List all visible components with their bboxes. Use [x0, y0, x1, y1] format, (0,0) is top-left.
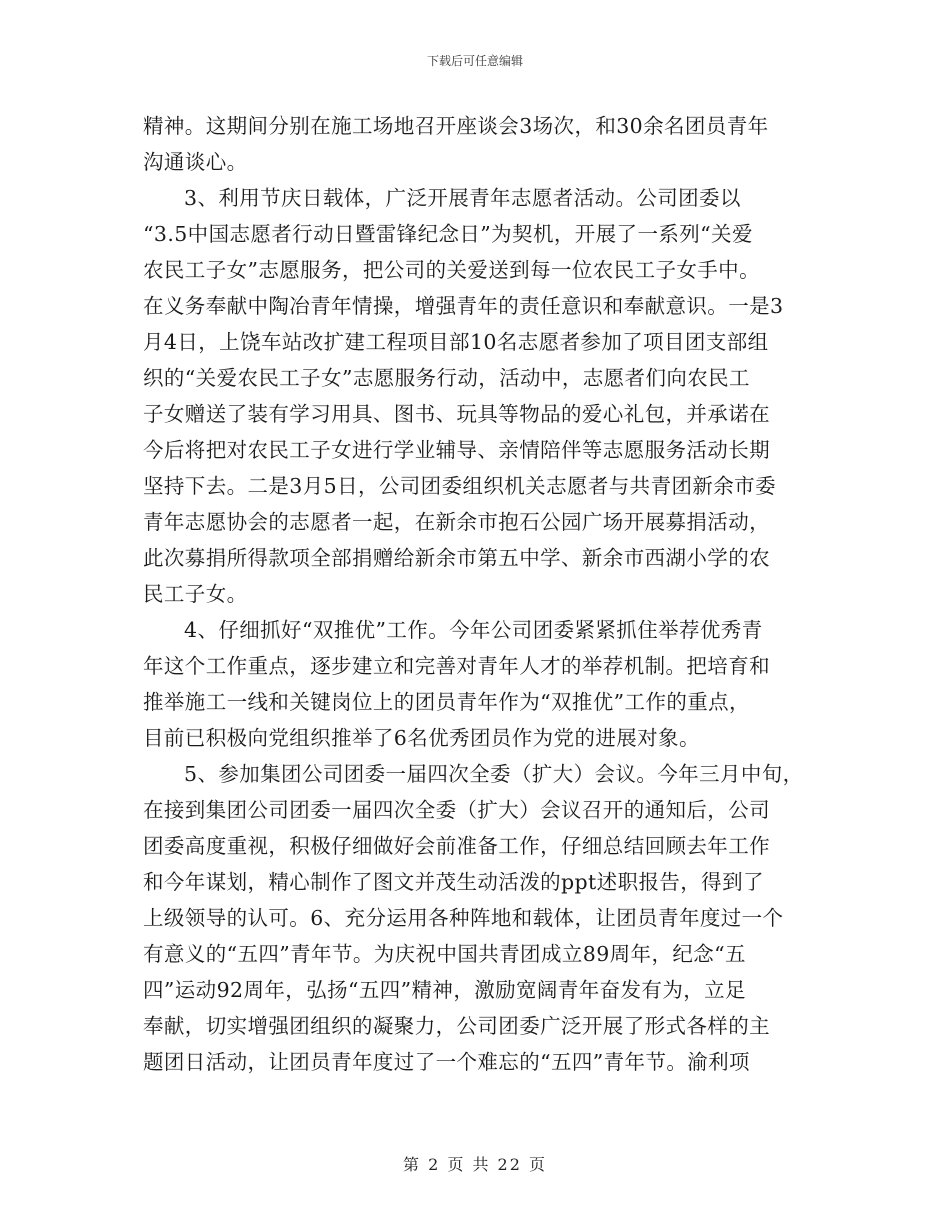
text-line: 和今年谋划，精心制作了图文并茂生动活泼的ppt述职报告，得到了: [143, 870, 764, 894]
text-line: 年这个工作重点，逐步建立和完善对青年人才的举荐机制。把培育和: [143, 654, 770, 678]
text-line: 织的“关爱农民工子女”志愿服务行动，活动中，志愿者们向农民工: [143, 366, 750, 390]
text-line: 精神。这期间分别在施工场地召开座谈会3场次，和30余名团员青年: [143, 114, 769, 138]
text-line: 今后将把对农民工子女进行学业辅导、亲情陪伴等志愿服务活动长期: [143, 438, 770, 462]
text-line: 推举施工一线和关键岗位上的团员青年作为“双推优”工作的重点，: [143, 690, 750, 714]
text-line: 子女赠送了装有学习用具、图书、玩具等物品的爱心礼包，并承诺在: [143, 402, 770, 426]
text-line: 四”运动92周年，弘扬“五四”精神，激励宽阔青年奋发有为，立足: [143, 978, 746, 1002]
text-line: 有意义的“五四”青年节。为庆祝中国共青团成立89周年，纪念“五: [143, 942, 746, 966]
page-header: 下载后可任意编辑: [426, 54, 523, 68]
text-line: “3.5中国志愿者行动日暨雷锋纪念日”为契机，开展了一系列“关爱: [143, 222, 753, 246]
text-line: 此次募捐所得款项全部捐赠给新余市第五中学、新余市西湖小学的农: [143, 546, 770, 570]
paragraph-start-line: 3、利用节庆日载体，广泛开展青年志愿者活动。公司团委以: [184, 186, 741, 210]
text-line: 在接到集团公司团委一届四次全委（扩大）会议召开的通知后，公司: [143, 798, 770, 822]
text-line: 沟通谈心。: [143, 150, 248, 174]
text-line: 奉献，切实增强团组织的凝聚力，公司团委广泛开展了形式各样的主: [143, 1014, 770, 1038]
text-line: 上级领导的认可。6、充分运用各种阵地和载体，让团员青年度过一个: [143, 906, 784, 930]
text-line: 月4日，上饶车站改扩建工程项目部10名志愿者参加了项目团支部组: [143, 330, 769, 354]
text-line: 题团日活动，让团员青年度过了一个难忘的“五四”青年节。渝利项: [143, 1050, 750, 1074]
document-body: [143, 108, 823, 1080]
paragraph-start-line: 4、仔细抓好“双推优”工作。今年公司团委紧紧抓住举荐优秀青: [184, 618, 763, 642]
text-line: 青年志愿协会的志愿者一起，在新余市抱石公园广场开展募捐活动，: [143, 510, 770, 534]
text-line: 团委高度重视，积极仔细做好会前准备工作，仔细总结回顾去年工作: [143, 834, 770, 858]
text-line: 农民工子女”志愿服务，把公司的关爱送到每一位农民工子女手中。: [143, 258, 760, 282]
text-line: 坚持下去。二是3月5日，公司团委组织机关志愿者与共青团新余市委: [143, 474, 776, 498]
text-line: 目前已积极向党组织推举了6名优秀团员作为党的进展对象。: [143, 726, 700, 750]
text-line: 民工子女。: [143, 582, 248, 606]
page-number-footer: 第 2 页 共 22 页: [403, 1155, 547, 1174]
paragraph-start-line: 5、参加集团公司团委一届四次全委（扩大）会议。今年三月中旬，: [184, 762, 804, 786]
text-line: 在义务奉献中陶冶青年情操，增强青年的责任意识和奉献意识。一是3: [143, 294, 784, 318]
